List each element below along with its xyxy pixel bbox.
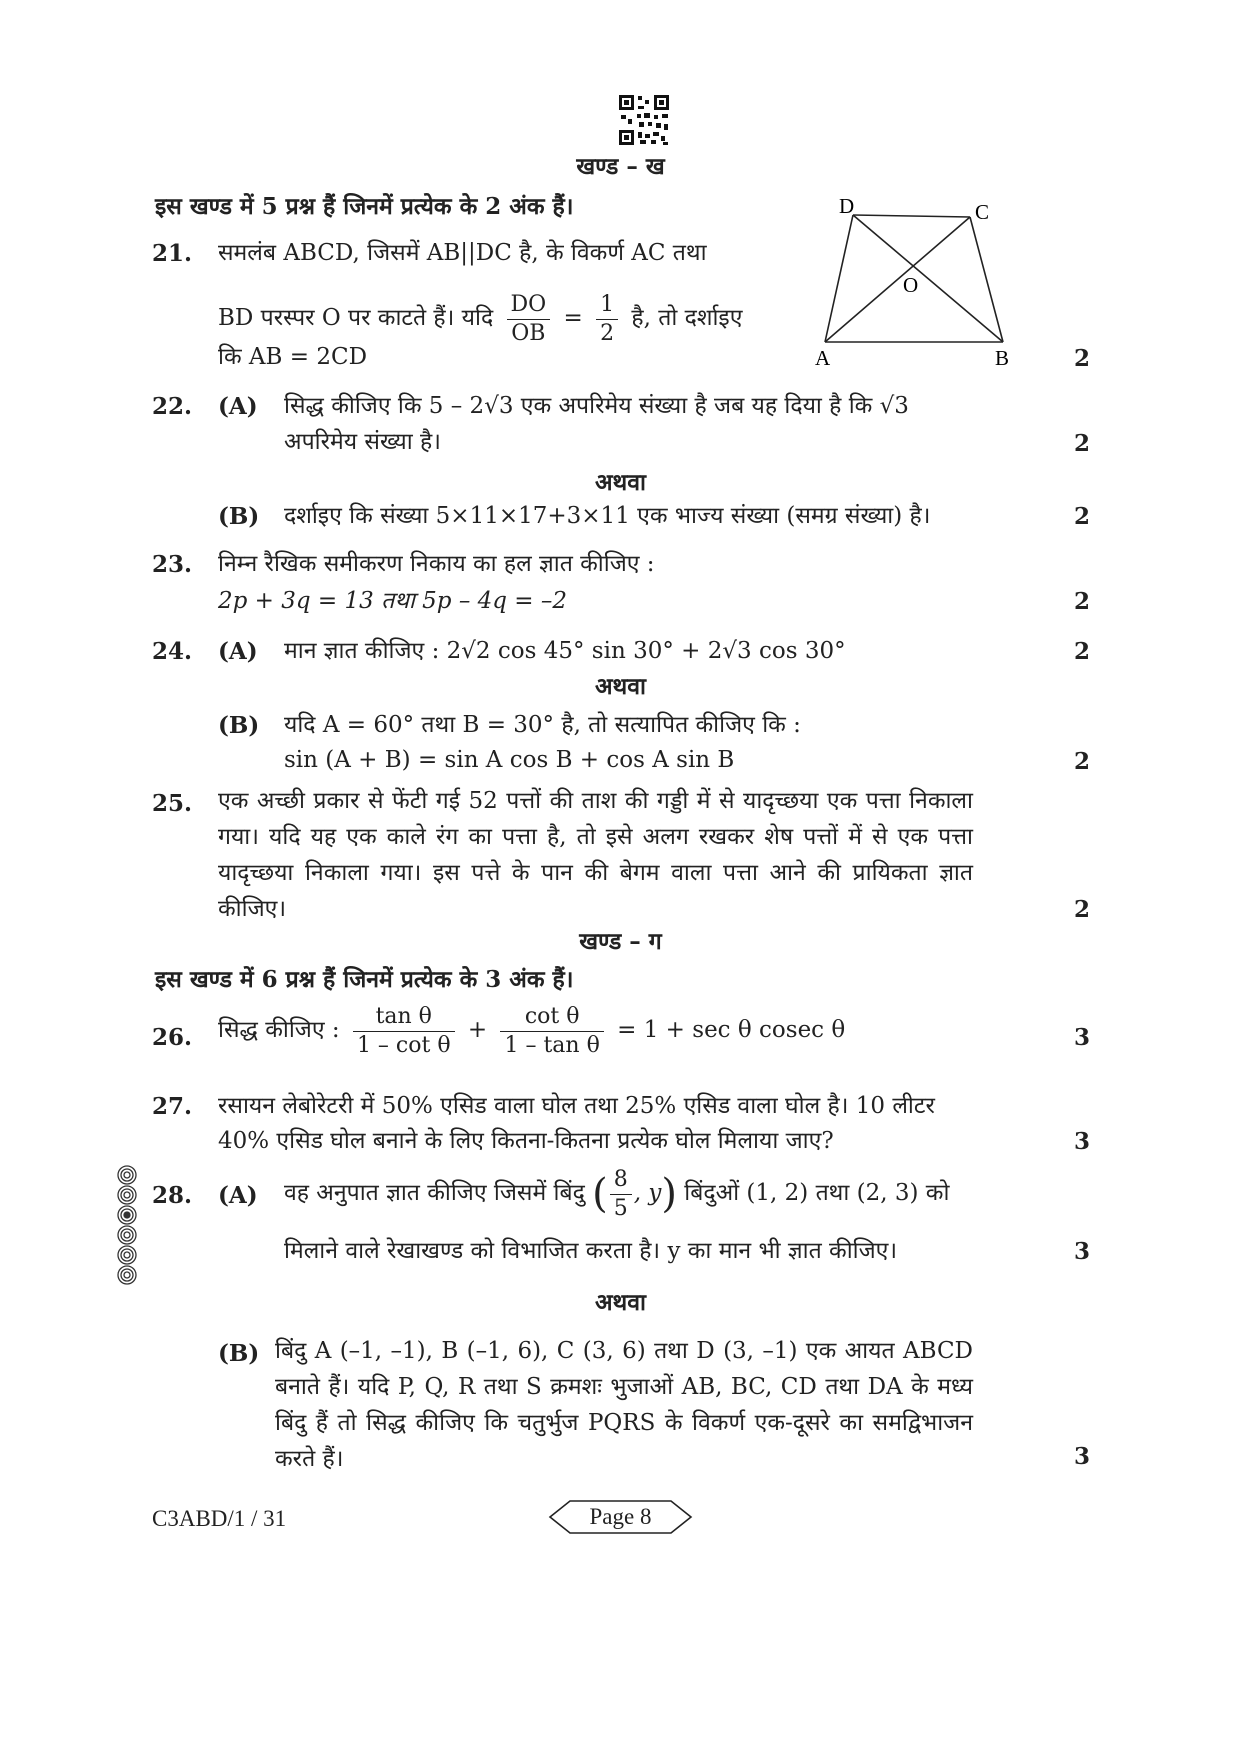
or-separator: अथवा [594, 673, 646, 700]
trapezium-figure [815, 195, 1030, 370]
or-separator: अथवा [594, 1289, 646, 1316]
fraction-numerator: DO [507, 291, 551, 320]
margin-spiral-marks [112, 1165, 142, 1285]
marks: 2 [1073, 503, 1090, 530]
marks: 3 [1073, 1443, 1090, 1470]
marks: 2 [1073, 588, 1090, 615]
marks: 3 [1073, 1128, 1090, 1155]
question-text: दर्शाइए कि संख्या 5×11×17+3×11 एक भाज्य संख्या (समग्र संख्या) है। [284, 503, 931, 529]
marks: 3 [1073, 1024, 1090, 1051]
question-number: 26. [152, 1024, 193, 1051]
question-text: मिलाने वाले रेखाखण्ड को विभाजित करता है। y का मान भी ज्ञात कीजिए। [284, 1238, 898, 1264]
vertex-label-b: B [995, 346, 1010, 370]
left-paren: ( [592, 1171, 608, 1217]
question-text: अपरिमेय संख्या है। [284, 429, 441, 455]
equation: 2p + 3q = 13 तथा 5p – 4q = –2 [218, 588, 568, 614]
question-text: मान ज्ञात कीजिए : 2√2 cos 45° sin 30° + 2√3 cos 30° [284, 638, 846, 664]
question-text [284, 1158, 949, 1229]
option-label: (B) [218, 1340, 260, 1367]
qr-code [618, 94, 670, 146]
question-text-part: बिंदुओं (1, 2) तथा (2, 3) को [684, 1180, 950, 1206]
question-text: सिद्ध कीजिए कि 5 – 2√3 एक अपरिमेय संख्या है जब यह दिया है कि √3 [284, 393, 909, 419]
question-number: 28. [152, 1182, 193, 1209]
section-c-instruction: इस खण्ड में 6 प्रश्न हैं जिनमें प्रत्येक के 3 अंक हैं। [155, 966, 574, 993]
marks: 3 [1073, 1238, 1090, 1265]
marks: 2 [1073, 430, 1090, 457]
or-separator: अथवा [594, 469, 646, 496]
question-text: कि AB = 2CD [218, 344, 368, 370]
question-text-part: है, तो दर्शाइए [631, 305, 743, 331]
question-number: 22. [152, 393, 193, 420]
side-ad [825, 215, 853, 342]
fraction-denominator: 5 [613, 1195, 628, 1221]
fraction-denominator: 1 – cot θ [356, 1032, 451, 1058]
plus-sign: + [467, 1017, 488, 1043]
vertex-label-d: D [839, 195, 855, 218]
marks: 2 [1073, 748, 1090, 775]
question-text: रसायन लेबोरेटरी में 50% एसिड वाला घोल तथा 25% एसिड वाला घोल है। 10 लीटर [218, 1093, 935, 1119]
marks: 2 [1073, 638, 1090, 665]
question-text: यदि A = 60° तथा B = 30° है, तो सत्यापित कीजिए कि : [284, 712, 801, 738]
option-label: (A) [218, 1182, 258, 1209]
fraction-do-ob [507, 291, 551, 348]
vertex-label-c: C [975, 200, 990, 224]
section-c-title: खण्ड – ग [579, 928, 662, 955]
fraction-denominator: 2 [600, 320, 615, 346]
section-b-instruction: इस खण्ड में 5 प्रश्न हैं जिनमें प्रत्येक के 2 अंक हैं। [155, 193, 574, 220]
question-text-part: वह अनुपात ज्ञात कीजिए जिसमें बिंदु [284, 1180, 585, 1206]
fraction-numerator: tan θ [353, 1003, 455, 1032]
equation: sin (A + B) = sin A cos B + cos A sin B [284, 747, 735, 773]
side-dc [853, 215, 970, 217]
question-text-part: सिद्ध कीजिए : [218, 1017, 340, 1043]
right-paren: ) [661, 1171, 677, 1217]
question-text: बिंदु A (–1, –1), B (–1, 6), C (3, 6) तथा D (3, –1) एक आयत ABCD बनाते हैं। यदि P, Q, R तथा S क्रमशः भुजाओं AB, BC, CD तथा DA के मध्य बिंदु हैं तो सिद्ध कीजिए कि चतुर्भुज PQRS के विकर्ण एक-दूसरे का समद्विभाजन करते हैं। [275, 1338, 973, 1472]
equation [218, 998, 845, 1062]
side-cb [970, 217, 1003, 342]
question-number: 24. [152, 638, 193, 665]
question-number: 21. [152, 240, 193, 267]
intersection-label-o: O [903, 273, 919, 297]
marks: 2 [1073, 345, 1090, 372]
question-text: 40% एसिड घोल बनाने के लिए कितना-कितना प्रत्येक घोल मिलाया जाए? [218, 1128, 834, 1154]
question-text: समलंब ABCD, जिसमें AB||DC है, के विकर्ण AC तथा [218, 240, 707, 266]
diagonal-ac [825, 217, 970, 342]
vertex-label-a: A [815, 346, 831, 370]
diagonal-bd [853, 215, 1003, 342]
option-label: (A) [218, 393, 258, 420]
fraction-denominator: OB [511, 320, 546, 346]
marks: 2 [1073, 896, 1090, 923]
fraction-tan [353, 1003, 455, 1060]
question-text: एक अच्छी प्रकार से फेंटी गई 52 पत्तों की ताश की गड्डी में से यादृच्छया एक पत्ता निकाला गया। यदि यह एक काले रंग का पत्ता है, तो इसे अलग रखकर शेष पत्तों में से एक पत्ता यादृच्छया निकाला गया। इस पत्ते के पान की बेगम वाला पत्ता आने की प्रायिकता ज्ञात कीजिए। [218, 788, 973, 922]
option-label: (B) [218, 712, 260, 739]
fraction-one-half [596, 291, 618, 348]
fraction-denominator: 1 – tan θ [504, 1032, 600, 1058]
fraction-numerator: 1 [596, 291, 618, 320]
point-y: , y [633, 1180, 662, 1206]
question-number: 27. [152, 1093, 193, 1120]
fraction-numerator: cot θ [500, 1003, 603, 1032]
section-b-title: खण्ड – ख [576, 153, 665, 180]
question-text [218, 288, 742, 348]
paper-code: C3ABD/1 / 31 [152, 1506, 287, 1531]
equation-rhs: = 1 + sec θ cosec θ [617, 1017, 846, 1043]
fraction-eight-fifths [610, 1166, 632, 1223]
option-label: (A) [218, 638, 258, 665]
fraction-cot [500, 1003, 603, 1060]
question-text: निम्न रैखिक समीकरण निकाय का हल ज्ञात कीजिए : [218, 551, 655, 577]
question-text-part: BD परस्पर O पर काटते हैं। यदि [218, 305, 494, 331]
option-label: (B) [218, 503, 260, 530]
question-number: 25. [152, 790, 193, 817]
fraction-numerator: 8 [610, 1166, 632, 1195]
equals-sign: = [563, 305, 583, 331]
page-number: Page 8 [589, 1504, 652, 1529]
question-number: 23. [152, 551, 193, 578]
